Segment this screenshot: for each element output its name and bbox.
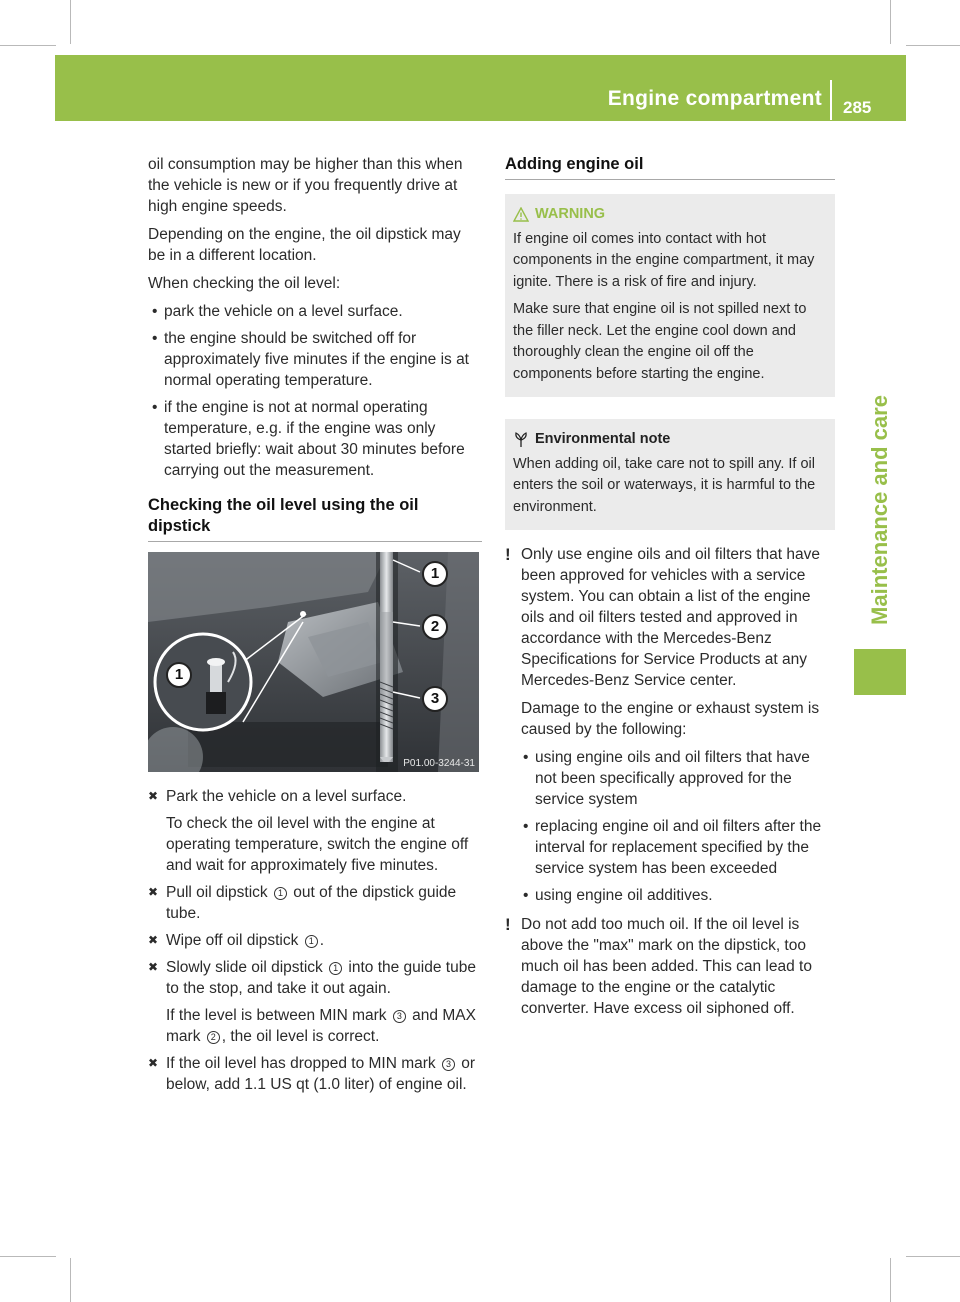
crop-mark	[70, 0, 71, 44]
step-arrow-icon: ✖	[148, 885, 159, 899]
step-item	[148, 786, 482, 876]
notice-text: Only use engine oils and oil filters that have been approved for vehicles with a service system. You can obtain a list of the engine oils and oil filters tested and approved in accordance with the Mercedes-Benz Specifications for Service Products at any Mercedes-Benz Service center.	[521, 546, 820, 689]
notice-block	[505, 544, 835, 906]
header-separator	[830, 80, 832, 120]
reference-number-icon: 3	[442, 1058, 455, 1071]
environmental-note-box	[505, 419, 835, 530]
side-chapter-text: Maintenance and care	[867, 395, 892, 625]
exclamation-icon: !	[505, 915, 511, 934]
environmental-note-text: When adding oil, take care not to spill any. If oil enters the soil or waterways, it is harmful to the environment.	[513, 455, 816, 515]
callout-3: 3	[422, 686, 448, 712]
step-text: Wipe off oil dipstick	[166, 932, 299, 949]
crop-mark	[0, 1256, 56, 1257]
step-item	[148, 957, 482, 1047]
step-text: out of the dipstick guide tube.	[166, 884, 457, 922]
warning-title-text: WARNING	[535, 206, 606, 222]
warning-box	[505, 194, 835, 397]
page-number: 285	[843, 98, 872, 117]
step-text: Slowly slide oil dipstick	[166, 959, 323, 976]
warning-text: If engine oil comes into contact with hot components in the engine compartment, it may ignite. There is a risk of fire and injury.	[513, 230, 815, 290]
step-arrow-icon: ✖	[148, 960, 159, 974]
callout-2: 2	[422, 614, 448, 640]
step-text: If the oil level has dropped to MIN mark	[166, 1055, 436, 1072]
side-chapter-label	[854, 380, 906, 640]
reference-number-icon: 1	[305, 935, 318, 948]
page-header-title: Engine compartment	[607, 87, 822, 110]
intro-paragraph: Depending on the engine, the oil dipstick may be in a different location.	[148, 226, 461, 264]
engine-dipstick-photo	[148, 552, 479, 772]
crop-mark	[70, 1258, 71, 1302]
step-item	[148, 1053, 482, 1095]
intro-paragraph: When checking the oil level:	[148, 275, 341, 292]
reference-number-icon: 2	[207, 1031, 220, 1044]
step-text: Pull oil dipstick	[166, 884, 268, 901]
step-arrow-icon: ✖	[148, 1056, 159, 1070]
list-item: • park the vehicle on a level surface.	[148, 301, 482, 322]
step-text: or below, add 1.1 US qt (1.0 liter) of engine oil.	[166, 1055, 476, 1093]
step-subtext-part: , the oil level is correct.	[221, 1028, 380, 1045]
step-text: Park the vehicle on a level surface.	[166, 788, 407, 805]
step-text: .	[319, 932, 325, 949]
warning-title	[513, 204, 827, 226]
step-arrow-icon: ✖	[148, 933, 159, 947]
step-subtext: To check the oil level with the engine at operating temperature, switch the engine off and wait for approximately five minutes.	[166, 815, 469, 874]
notice-text: Damage to the engine or exhaust system is caused by the following:	[521, 700, 820, 738]
step-arrow-icon: ✖	[148, 789, 159, 803]
step-item	[148, 930, 482, 951]
environmental-note-title	[513, 429, 827, 451]
reference-number-icon: 3	[393, 1010, 406, 1023]
step-subtext-part: If the level is between MIN mark	[166, 1007, 387, 1024]
exclamation-icon: !	[505, 545, 511, 564]
leaf-icon	[513, 432, 529, 448]
step-item	[148, 882, 482, 924]
intro-paragraph: oil consumption may be higher than this when the vehicle is new or if you frequently drive at high engine speeds.	[148, 156, 463, 215]
crop-mark	[906, 1256, 960, 1257]
list-item: • the engine should be switched off for approximately five minutes if the engine is at normal operating temperature.	[148, 328, 482, 391]
list-item: • replacing engine oil and oil filters after the interval for replacement specified by the service system has been exceeded	[519, 816, 835, 879]
left-column	[148, 154, 482, 1101]
step-subtext	[166, 1005, 482, 1047]
environmental-note-title-text: Environmental note	[535, 431, 671, 447]
list-item: • using engine oil additives.	[519, 885, 835, 906]
list-item: • if the engine is not at normal operating temperature, e.g. if the engine was only started briefly: wait about 30 minutes before carrying out the measurement.	[148, 397, 482, 481]
crop-mark	[906, 45, 960, 46]
figure-code: P01.00-3244-31	[403, 758, 475, 769]
crop-mark	[0, 45, 56, 46]
right-column	[505, 154, 835, 1027]
callout-1-right: 1	[422, 561, 448, 587]
list-item: • using engine oils and oil filters that have not been specifically approved for the service system	[519, 747, 835, 810]
step-text: into the guide tube to the stop, and take it out again.	[166, 959, 476, 997]
crop-mark	[890, 0, 891, 44]
notice-block	[505, 914, 835, 1019]
warning-triangle-icon	[513, 207, 529, 222]
reference-number-icon: 1	[329, 962, 342, 975]
side-chapter-tab	[854, 649, 906, 695]
crop-mark	[890, 1258, 891, 1302]
step-subtext-part: and MAX mark	[166, 1007, 476, 1045]
reference-number-icon: 1	[274, 887, 287, 900]
warning-text: Make sure that engine oil is not spilled next to the filler neck. Let the engine cool down and thoroughly clean the engine oil off the components before starting the engine.	[513, 301, 807, 382]
notice-text: Do not add too much oil. If the oil level is above the "max" mark on the dipstick, too much oil has been added. This can lead to damage to the engine or the catalytic converter. Have excess oil siphoned off.	[521, 916, 812, 1017]
section-heading-checking: Checking the oil level using the oil dipstick	[148, 495, 482, 542]
section-heading-adding: Adding engine oil	[505, 154, 835, 180]
callout-1-left: 1	[166, 662, 192, 688]
